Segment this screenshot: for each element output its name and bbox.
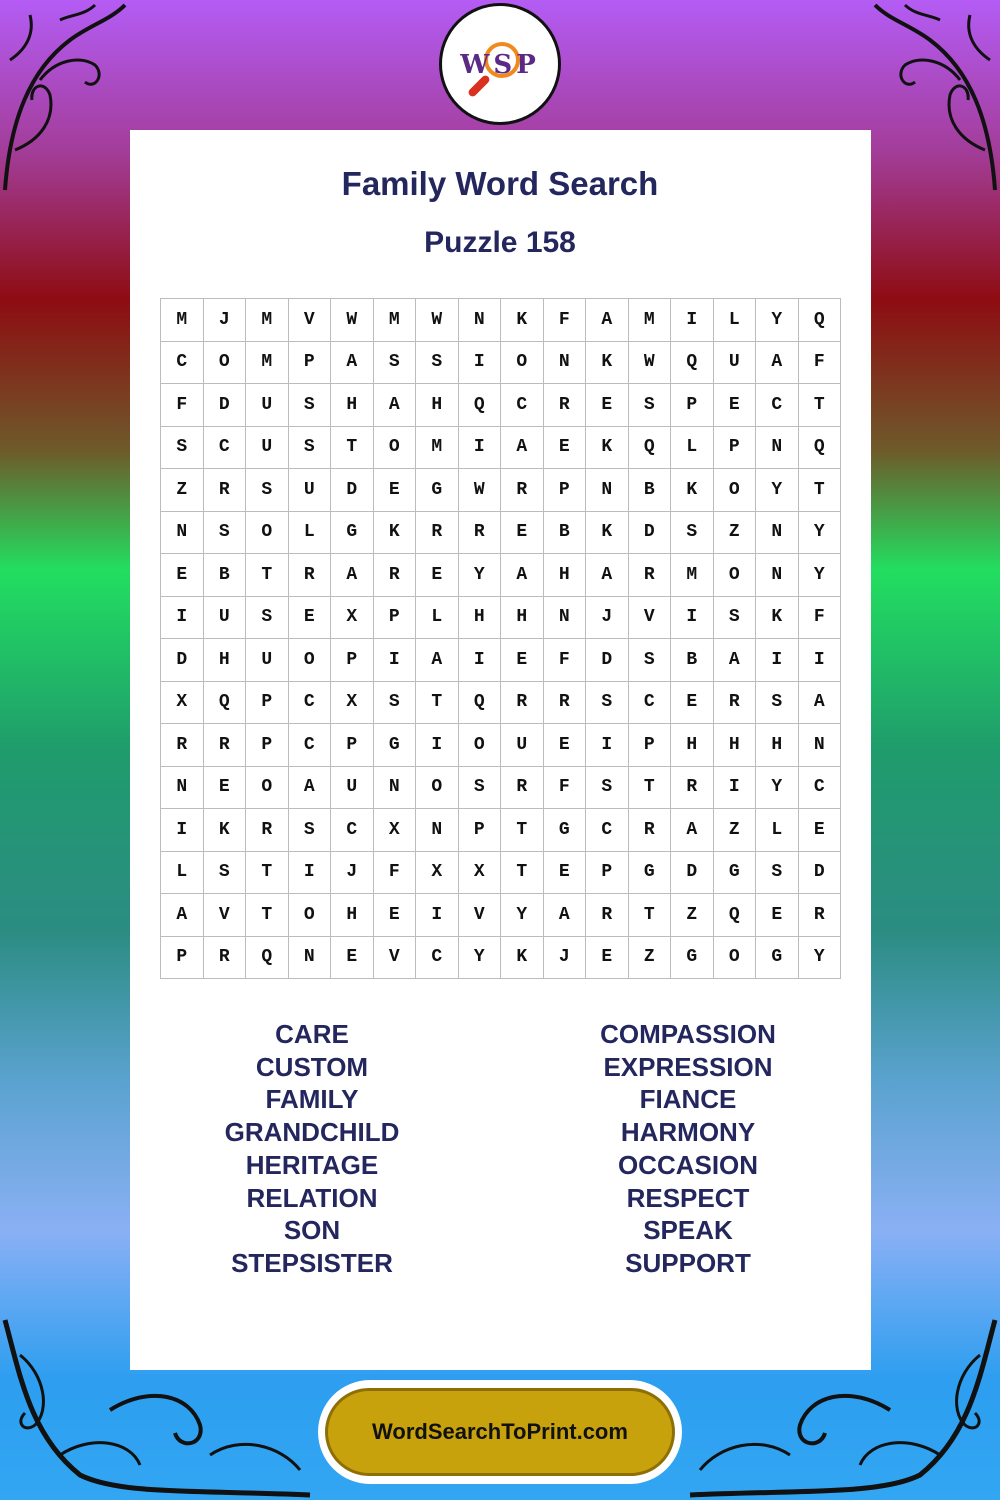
grid-cell: M bbox=[629, 299, 672, 342]
grid-cell: Q bbox=[629, 427, 672, 470]
grid-cell: O bbox=[204, 342, 247, 385]
grid-cell: R bbox=[671, 767, 714, 810]
grid-cell: J bbox=[204, 299, 247, 342]
grid-cell: G bbox=[544, 809, 587, 852]
grid-cell: M bbox=[374, 299, 417, 342]
grid-cell: U bbox=[331, 767, 374, 810]
grid-cell: F bbox=[374, 852, 417, 895]
grid-cell: O bbox=[416, 767, 459, 810]
grid-cell: H bbox=[544, 554, 587, 597]
grid-cell: C bbox=[289, 682, 332, 725]
grid-cell: S bbox=[161, 427, 204, 470]
grid-cell: O bbox=[289, 894, 332, 937]
grid-cell: H bbox=[501, 597, 544, 640]
grid-cell: N bbox=[756, 554, 799, 597]
grid-cell: A bbox=[799, 682, 842, 725]
grid-cell: A bbox=[586, 299, 629, 342]
grid-cell: K bbox=[671, 469, 714, 512]
grid-cell: T bbox=[501, 809, 544, 852]
grid-cell: C bbox=[204, 427, 247, 470]
grid-cell: S bbox=[756, 682, 799, 725]
grid-cell: X bbox=[161, 682, 204, 725]
grid-cell: S bbox=[416, 342, 459, 385]
grid-cell: Q bbox=[246, 937, 289, 980]
grid-cell: A bbox=[544, 894, 587, 937]
grid-cell: X bbox=[416, 852, 459, 895]
grid-cell: I bbox=[799, 639, 842, 682]
grid-cell: T bbox=[246, 852, 289, 895]
grid-cell: Y bbox=[756, 299, 799, 342]
grid-cell: N bbox=[586, 469, 629, 512]
grid-cell: I bbox=[671, 597, 714, 640]
grid-cell: V bbox=[204, 894, 247, 937]
grid-cell: E bbox=[331, 937, 374, 980]
grid-cell: S bbox=[246, 469, 289, 512]
grid-cell: H bbox=[671, 724, 714, 767]
grid-cell: D bbox=[586, 639, 629, 682]
grid-cell: I bbox=[586, 724, 629, 767]
grid-cell: E bbox=[544, 427, 587, 470]
grid-cell: P bbox=[331, 639, 374, 682]
grid-cell: A bbox=[374, 384, 417, 427]
grid-cell: I bbox=[416, 894, 459, 937]
grid-cell: B bbox=[671, 639, 714, 682]
grid-cell: E bbox=[374, 894, 417, 937]
grid-cell: C bbox=[799, 767, 842, 810]
grid-cell: S bbox=[289, 427, 332, 470]
grid-cell: K bbox=[501, 937, 544, 980]
grid-cell: I bbox=[714, 767, 757, 810]
grid-cell: U bbox=[714, 342, 757, 385]
grid-cell: I bbox=[289, 852, 332, 895]
grid-cell: D bbox=[161, 639, 204, 682]
grid-cell: P bbox=[714, 427, 757, 470]
grid-cell: Y bbox=[459, 554, 502, 597]
grid-cell: A bbox=[714, 639, 757, 682]
word-item: STEPSISTER bbox=[231, 1247, 393, 1278]
grid-cell: X bbox=[374, 809, 417, 852]
grid-cell: K bbox=[586, 427, 629, 470]
word-item: FAMILY bbox=[265, 1084, 359, 1115]
grid-cell: Y bbox=[459, 937, 502, 980]
grid-cell: Y bbox=[799, 512, 842, 555]
word-item: RESPECT bbox=[626, 1182, 750, 1213]
grid-cell: V bbox=[459, 894, 502, 937]
puzzle-number: Puzzle 158 bbox=[424, 226, 576, 259]
grid-cell: D bbox=[204, 384, 247, 427]
grid-cell: N bbox=[459, 299, 502, 342]
grid-cell: Z bbox=[161, 469, 204, 512]
grid-cell: R bbox=[586, 894, 629, 937]
grid-cell: E bbox=[501, 639, 544, 682]
grid-cell: R bbox=[416, 512, 459, 555]
grid-cell: V bbox=[374, 937, 417, 980]
grid-cell: H bbox=[331, 894, 374, 937]
grid-cell: N bbox=[416, 809, 459, 852]
word-item: EXPRESSION bbox=[603, 1051, 773, 1082]
grid-cell: O bbox=[246, 767, 289, 810]
grid-cell: E bbox=[799, 809, 842, 852]
grid-cell: U bbox=[246, 384, 289, 427]
grid-cell: C bbox=[416, 937, 459, 980]
grid-cell: F bbox=[799, 342, 842, 385]
grid-cell: Y bbox=[756, 469, 799, 512]
grid-cell: K bbox=[586, 342, 629, 385]
word-item: CARE bbox=[275, 1019, 349, 1049]
grid-cell: I bbox=[161, 809, 204, 852]
grid-cell: T bbox=[246, 894, 289, 937]
grid-cell: S bbox=[374, 342, 417, 385]
grid-cell: E bbox=[204, 767, 247, 810]
grid-cell: W bbox=[459, 469, 502, 512]
grid-cell: K bbox=[756, 597, 799, 640]
grid-cell: I bbox=[459, 427, 502, 470]
grid-cell: Y bbox=[799, 554, 842, 597]
grid-cell: R bbox=[204, 469, 247, 512]
grid-cell: U bbox=[246, 639, 289, 682]
grid-cell: E bbox=[289, 597, 332, 640]
site-link-button[interactable] bbox=[325, 1388, 675, 1476]
grid-cell: L bbox=[161, 852, 204, 895]
grid-cell: Q bbox=[799, 427, 842, 470]
grid-cell: L bbox=[289, 512, 332, 555]
grid-cell: A bbox=[586, 554, 629, 597]
word-item: COMPASSION bbox=[600, 1019, 776, 1049]
page-title: Family Word Search bbox=[341, 165, 659, 202]
grid-cell: R bbox=[544, 682, 587, 725]
grid-cell: R bbox=[246, 809, 289, 852]
grid-cell: S bbox=[629, 384, 672, 427]
grid-cell: I bbox=[416, 724, 459, 767]
grid-cell: T bbox=[629, 894, 672, 937]
grid-cell: E bbox=[416, 554, 459, 597]
grid-cell: V bbox=[289, 299, 332, 342]
grid-cell: Q bbox=[671, 342, 714, 385]
grid-cell: E bbox=[374, 469, 417, 512]
word-item: FIANCE bbox=[639, 1084, 737, 1115]
letter-grid bbox=[160, 298, 841, 979]
grid-cell: R bbox=[501, 682, 544, 725]
grid-cell: O bbox=[501, 342, 544, 385]
word-item: CUSTOM bbox=[255, 1051, 369, 1082]
grid-cell: R bbox=[161, 724, 204, 767]
site-logo[interactable] bbox=[439, 3, 561, 125]
grid-cell: C bbox=[289, 724, 332, 767]
grid-cell: C bbox=[756, 384, 799, 427]
grid-cell: N bbox=[756, 512, 799, 555]
grid-cell: P bbox=[246, 682, 289, 725]
word-item: SUPPORT bbox=[625, 1247, 751, 1278]
grid-cell: E bbox=[671, 682, 714, 725]
grid-cell: P bbox=[289, 342, 332, 385]
grid-cell: S bbox=[204, 852, 247, 895]
grid-cell: R bbox=[799, 894, 842, 937]
grid-cell: P bbox=[331, 724, 374, 767]
grid-cell: A bbox=[501, 554, 544, 597]
grid-cell: N bbox=[374, 767, 417, 810]
grid-cell: O bbox=[714, 937, 757, 980]
grid-cell: O bbox=[246, 512, 289, 555]
grid-cell: S bbox=[671, 512, 714, 555]
grid-cell: C bbox=[331, 809, 374, 852]
word-item: HARMONY bbox=[620, 1117, 756, 1148]
grid-cell: K bbox=[586, 512, 629, 555]
grid-cell: R bbox=[501, 469, 544, 512]
grid-cell: H bbox=[459, 597, 502, 640]
grid-cell: J bbox=[331, 852, 374, 895]
grid-cell: N bbox=[161, 512, 204, 555]
grid-cell: H bbox=[204, 639, 247, 682]
grid-cell: B bbox=[629, 469, 672, 512]
grid-cell: A bbox=[289, 767, 332, 810]
grid-cell: B bbox=[204, 554, 247, 597]
grid-cell: M bbox=[246, 299, 289, 342]
grid-cell: O bbox=[374, 427, 417, 470]
site-link-label: WordSearchToPrint.com bbox=[372, 1419, 628, 1444]
grid-cell: I bbox=[671, 299, 714, 342]
grid-cell: J bbox=[586, 597, 629, 640]
grid-cell: E bbox=[544, 724, 587, 767]
grid-cell: P bbox=[246, 724, 289, 767]
grid-cell: K bbox=[204, 809, 247, 852]
grid-cell: L bbox=[714, 299, 757, 342]
grid-cell: M bbox=[416, 427, 459, 470]
grid-cell: T bbox=[629, 767, 672, 810]
grid-cell: I bbox=[459, 342, 502, 385]
grid-cell: S bbox=[586, 767, 629, 810]
grid-cell: R bbox=[714, 682, 757, 725]
grid-cell: R bbox=[289, 554, 332, 597]
grid-cell: G bbox=[629, 852, 672, 895]
grid-cell: H bbox=[331, 384, 374, 427]
grid-cell: Z bbox=[671, 894, 714, 937]
grid-cell: W bbox=[416, 299, 459, 342]
grid-cell: O bbox=[289, 639, 332, 682]
grid-cell: K bbox=[501, 299, 544, 342]
grid-cell: C bbox=[586, 809, 629, 852]
grid-cell: P bbox=[459, 809, 502, 852]
grid-cell: Q bbox=[459, 384, 502, 427]
grid-cell: S bbox=[756, 852, 799, 895]
grid-cell: N bbox=[756, 427, 799, 470]
grid-cell: S bbox=[289, 809, 332, 852]
grid-cell: A bbox=[331, 342, 374, 385]
grid-cell: F bbox=[799, 597, 842, 640]
grid-cell: I bbox=[459, 639, 502, 682]
grid-cell: Q bbox=[459, 682, 502, 725]
grid-cell: D bbox=[629, 512, 672, 555]
word-list-left bbox=[162, 1018, 462, 1280]
grid-cell: E bbox=[544, 852, 587, 895]
grid-cell: D bbox=[799, 852, 842, 895]
word-list-right bbox=[538, 1018, 838, 1280]
grid-cell: S bbox=[459, 767, 502, 810]
grid-cell: R bbox=[459, 512, 502, 555]
grid-cell: C bbox=[161, 342, 204, 385]
grid-cell: P bbox=[374, 597, 417, 640]
grid-cell: W bbox=[331, 299, 374, 342]
grid-cell: N bbox=[799, 724, 842, 767]
grid-cell: O bbox=[459, 724, 502, 767]
grid-cell: A bbox=[756, 342, 799, 385]
grid-cell: A bbox=[416, 639, 459, 682]
grid-cell: P bbox=[586, 852, 629, 895]
word-item: HERITAGE bbox=[245, 1149, 379, 1180]
grid-cell: L bbox=[671, 427, 714, 470]
grid-cell: U bbox=[289, 469, 332, 512]
grid-cell: T bbox=[799, 469, 842, 512]
grid-cell: K bbox=[374, 512, 417, 555]
word-item: RELATION bbox=[246, 1182, 378, 1213]
grid-cell: A bbox=[161, 894, 204, 937]
grid-cell: S bbox=[629, 639, 672, 682]
grid-cell: P bbox=[629, 724, 672, 767]
grid-cell: T bbox=[416, 682, 459, 725]
grid-cell: R bbox=[544, 384, 587, 427]
grid-cell: B bbox=[544, 512, 587, 555]
grid-cell: P bbox=[544, 469, 587, 512]
grid-cell: Q bbox=[204, 682, 247, 725]
grid-cell: C bbox=[629, 682, 672, 725]
grid-cell: L bbox=[416, 597, 459, 640]
grid-cell: A bbox=[671, 809, 714, 852]
grid-cell: G bbox=[331, 512, 374, 555]
grid-cell: E bbox=[714, 384, 757, 427]
grid-cell: N bbox=[544, 342, 587, 385]
grid-cell: P bbox=[671, 384, 714, 427]
word-item: SON bbox=[283, 1215, 341, 1246]
grid-cell: R bbox=[204, 937, 247, 980]
grid-cell: S bbox=[289, 384, 332, 427]
grid-cell: P bbox=[161, 937, 204, 980]
grid-cell: X bbox=[331, 682, 374, 725]
word-item: SPEAK bbox=[643, 1215, 733, 1246]
grid-cell: N bbox=[544, 597, 587, 640]
grid-cell: T bbox=[246, 554, 289, 597]
grid-cell: M bbox=[161, 299, 204, 342]
grid-cell: A bbox=[501, 427, 544, 470]
grid-cell: Z bbox=[714, 809, 757, 852]
grid-cell: Q bbox=[799, 299, 842, 342]
grid-cell: C bbox=[501, 384, 544, 427]
grid-cell: A bbox=[331, 554, 374, 597]
grid-cell: H bbox=[416, 384, 459, 427]
grid-cell: G bbox=[714, 852, 757, 895]
grid-cell: R bbox=[629, 554, 672, 597]
grid-cell: L bbox=[756, 809, 799, 852]
grid-cell: R bbox=[204, 724, 247, 767]
grid-cell: M bbox=[671, 554, 714, 597]
grid-cell: N bbox=[161, 767, 204, 810]
grid-cell: X bbox=[331, 597, 374, 640]
grid-cell: H bbox=[756, 724, 799, 767]
logo-text: WSP bbox=[460, 50, 540, 80]
grid-cell: G bbox=[374, 724, 417, 767]
grid-cell: S bbox=[204, 512, 247, 555]
grid-cell: S bbox=[246, 597, 289, 640]
grid-cell: H bbox=[714, 724, 757, 767]
grid-cell: T bbox=[331, 427, 374, 470]
grid-cell: I bbox=[756, 639, 799, 682]
grid-cell: E bbox=[586, 384, 629, 427]
grid-cell: M bbox=[246, 342, 289, 385]
grid-cell: F bbox=[161, 384, 204, 427]
grid-cell: E bbox=[756, 894, 799, 937]
grid-cell: U bbox=[501, 724, 544, 767]
grid-cell: R bbox=[629, 809, 672, 852]
grid-cell: I bbox=[374, 639, 417, 682]
grid-cell: S bbox=[714, 597, 757, 640]
grid-cell: F bbox=[544, 767, 587, 810]
grid-cell: O bbox=[714, 469, 757, 512]
word-item: GRANDCHILD bbox=[224, 1117, 400, 1148]
grid-cell: E bbox=[161, 554, 204, 597]
grid-cell: U bbox=[246, 427, 289, 470]
grid-cell: I bbox=[161, 597, 204, 640]
grid-cell: S bbox=[374, 682, 417, 725]
grid-cell: Z bbox=[629, 937, 672, 980]
grid-cell: Z bbox=[714, 512, 757, 555]
grid-cell: F bbox=[544, 299, 587, 342]
grid-cell: E bbox=[501, 512, 544, 555]
grid-cell: R bbox=[501, 767, 544, 810]
grid-cell: T bbox=[799, 384, 842, 427]
word-item: OCCASION bbox=[617, 1149, 759, 1180]
grid-cell: G bbox=[756, 937, 799, 980]
grid-cell: G bbox=[416, 469, 459, 512]
grid-cell: V bbox=[629, 597, 672, 640]
grid-cell: G bbox=[671, 937, 714, 980]
grid-cell: D bbox=[331, 469, 374, 512]
grid-cell: X bbox=[459, 852, 502, 895]
grid-cell: R bbox=[374, 554, 417, 597]
grid-cell: U bbox=[204, 597, 247, 640]
grid-cell: T bbox=[501, 852, 544, 895]
grid-cell: W bbox=[629, 342, 672, 385]
grid-cell: Q bbox=[714, 894, 757, 937]
grid-cell: Y bbox=[501, 894, 544, 937]
grid-cell: E bbox=[586, 937, 629, 980]
grid-cell: Y bbox=[756, 767, 799, 810]
grid-cell: N bbox=[289, 937, 332, 980]
grid-cell: O bbox=[714, 554, 757, 597]
grid-cell: J bbox=[544, 937, 587, 980]
grid-cell: S bbox=[586, 682, 629, 725]
grid-cell: D bbox=[671, 852, 714, 895]
grid-cell: Y bbox=[799, 937, 842, 980]
grid-cell: F bbox=[544, 639, 587, 682]
